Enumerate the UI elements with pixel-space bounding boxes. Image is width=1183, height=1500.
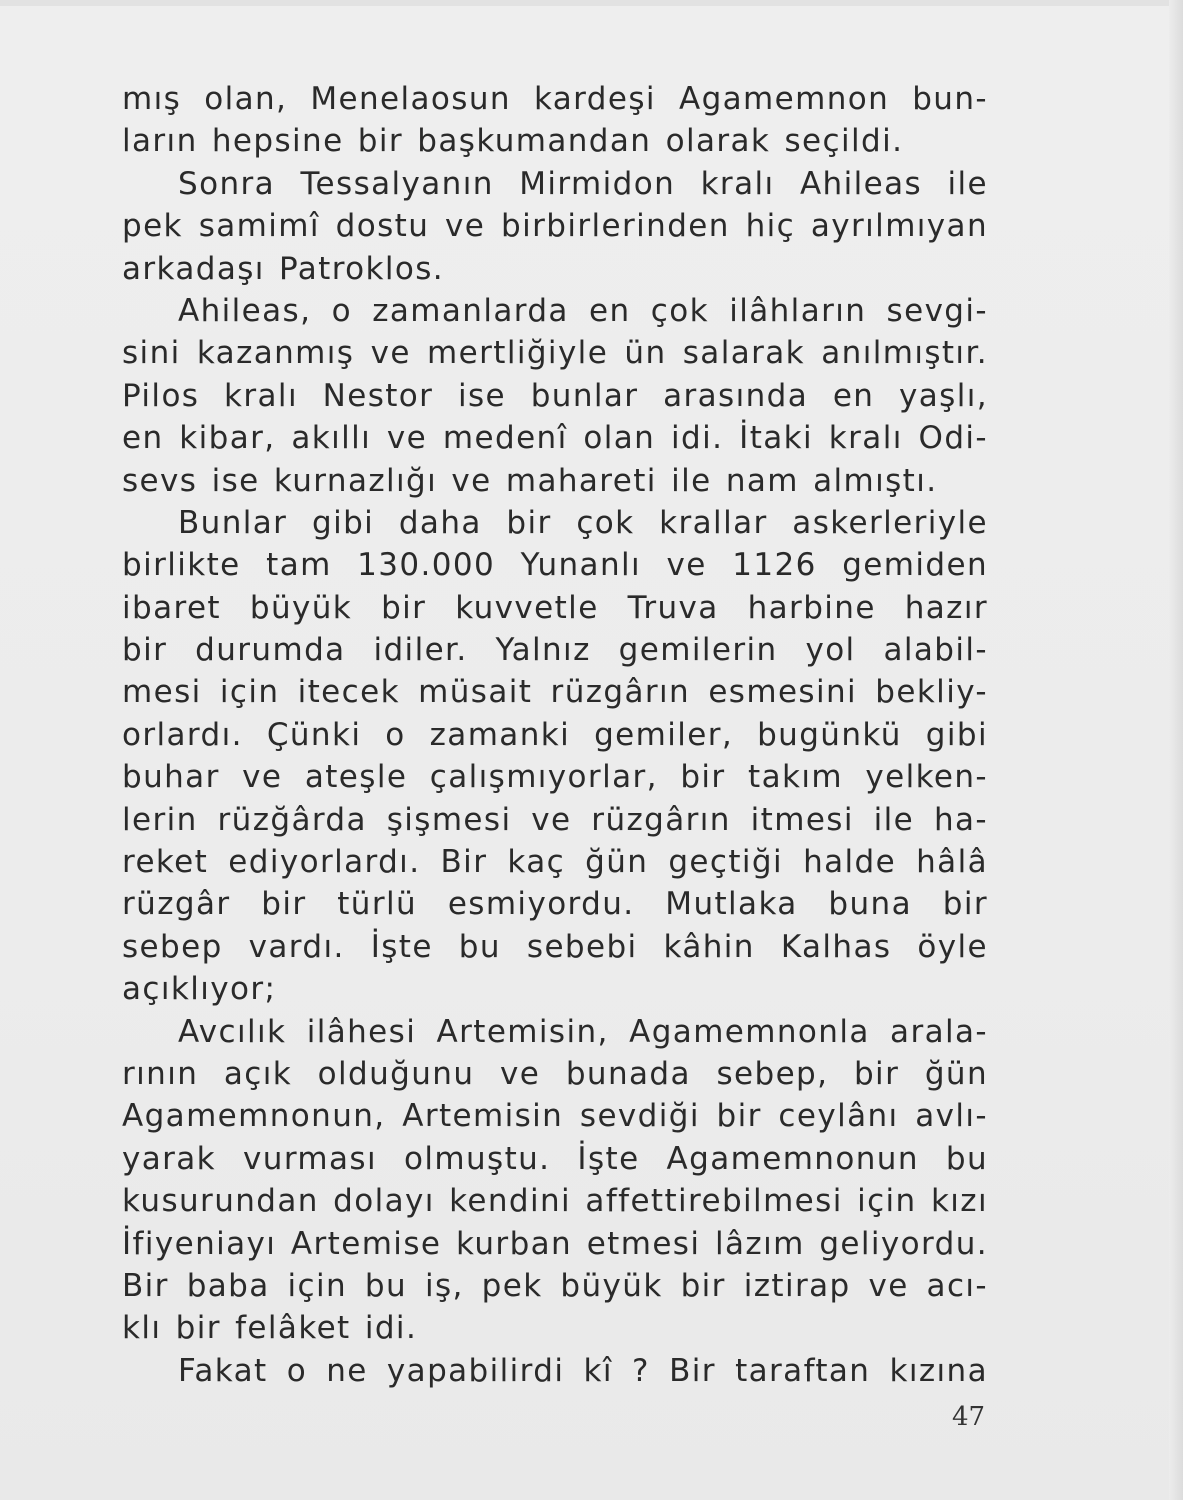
text-line: Pilos kralı Nestor ise bunlar arasında en yaşlı, xyxy=(122,377,988,414)
text-line: sebep vardı. İşte bu sebebi kâhin Kalhas öyle xyxy=(122,928,988,965)
text-line: açıklıyor; xyxy=(122,971,277,1008)
text-line: sevs ise kurnazlığı ve mahareti ile nam almıştı. xyxy=(122,462,938,499)
page-number: 47 xyxy=(952,1402,986,1432)
text-line: Agamemnonun, Artemisin sevdiği bir ceylânı avlı- xyxy=(122,1098,988,1135)
text-line: arkadaşı Patroklos. xyxy=(122,250,445,287)
paragraph-first-line: Ahileas, o zamanlarda en çok ilâhların sevgi- xyxy=(178,292,988,329)
text-line: reket ediyorlardı. Bir kaç ğün geçtiği halde hâlâ xyxy=(122,844,988,881)
text-line: bir durumda idiler. Yalnız gemilerin yol alabil- xyxy=(122,632,988,669)
text-line: rının açık olduğunu ve bunada sebep, bir ğün xyxy=(122,1055,988,1092)
text-line: kusurundan dolayı kendini affettirebilmesi için kızı xyxy=(122,1183,988,1220)
paragraph-first-line: Avcılık ilâhesi Artemisin, Agamemnonla arala- xyxy=(178,1013,988,1050)
text-line: pek samimî dostu ve birbirlerinden hiç ayrılmıyan xyxy=(122,208,988,245)
text-line: mış olan, Menelaosun kardeşi Agamemnon bun- xyxy=(122,81,988,117)
paragraph-first-line: Bunlar gibi daha bir çok krallar askerleriyle xyxy=(178,504,988,541)
page-text xyxy=(122,78,988,1392)
text-line: sini kazanmış ve mertliğiyle ün salarak anılmıştır. xyxy=(122,335,988,372)
text-line: rüzgâr bir türlü esmiyordu. Mutlaka buna bir xyxy=(122,886,988,923)
text-line: en kibar, akıllı ve medenî olan idi. İtaki kralı Odi- xyxy=(122,420,988,457)
text-line: ibaret büyük bir kuvvetle Truva harbine hazır xyxy=(122,589,988,626)
text-line: İfiyeniayı Artemise kurban etmesi lâzım geliyordu. xyxy=(122,1225,988,1262)
text-line: yarak vurması olmuştu. İşte Agamemnonun bu xyxy=(122,1140,988,1177)
text-line: lerin rüzğârda şişmesi ve rüzgârın itmesi ile ha- xyxy=(122,801,988,838)
text-line: orlardı. Çünki o zamanki gemiler, bugünkü gibi xyxy=(122,716,988,753)
text-line: buhar ve ateşle çalışmıyorlar, bir takım yelken- xyxy=(122,759,988,796)
text-line: ların hepsine bir başkumandan olarak seçildi. xyxy=(122,123,904,160)
text-line: birlikte tam 130.000 Yunanlı ve 1126 gemiden xyxy=(122,547,988,584)
text-line: Bir baba için bu iş, pek büyük bir iztirap ve acı- xyxy=(122,1267,988,1304)
paragraph-first-line: Sonra Tessalyanın Mirmidon kralı Ahileas ile xyxy=(178,165,988,202)
text-line: mesi için itecek müsait rüzgârın esmesini bekliy- xyxy=(122,674,988,711)
paragraph-first-line: Fakat o ne yapabilirdi kî ? Bir taraftan kızına xyxy=(178,1352,988,1389)
text-line: klı bir felâket idi. xyxy=(122,1310,418,1347)
